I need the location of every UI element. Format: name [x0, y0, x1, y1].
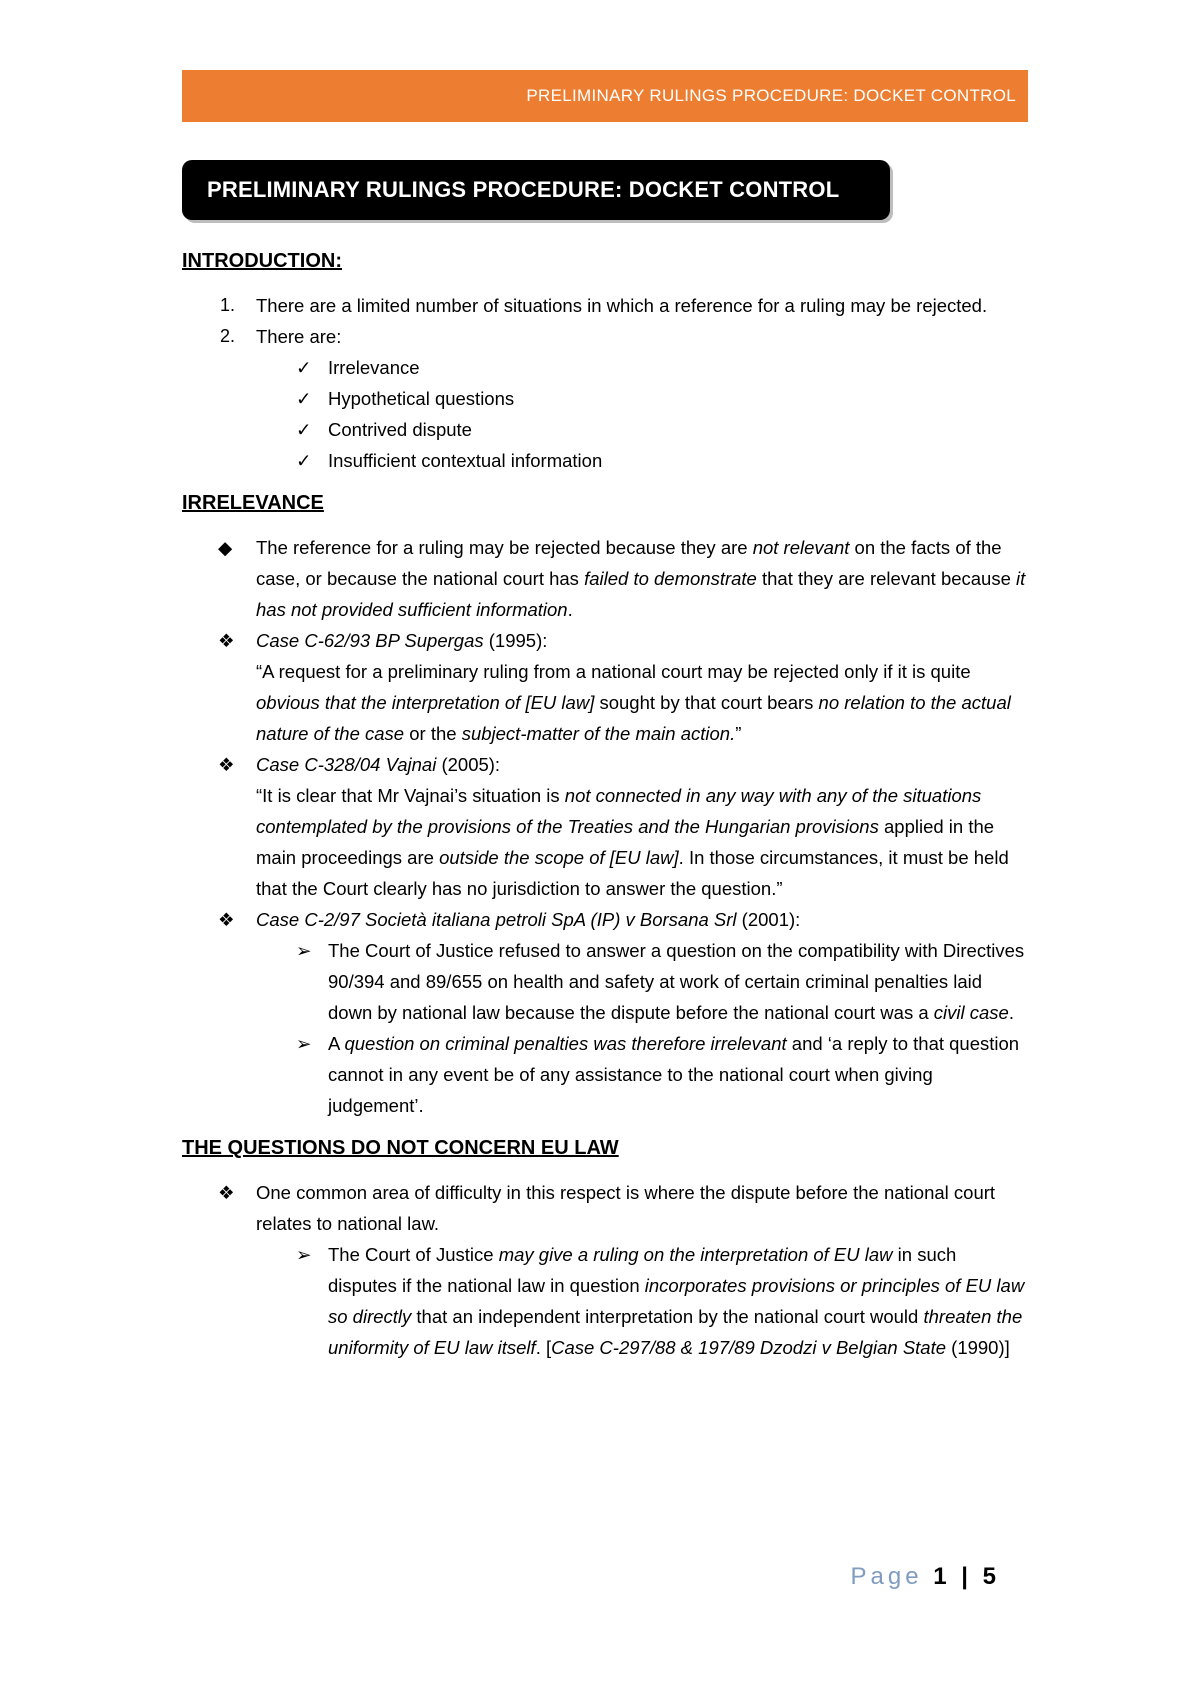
check-icon: ✓ [296, 450, 312, 471]
text-run: A [328, 1033, 345, 1054]
text-run: . [1008, 1002, 1014, 1023]
text-run: in such disputes if the national law in question [328, 1244, 957, 1296]
text-run: and ‘a reply to that question cannot in any event be of any assistance to the national court when giving judgement’. [328, 1033, 1020, 1116]
text-run: . [567, 599, 573, 620]
emphasis: not connected in any way with any of the situations contemplated by the provisions of the Treaties and the Hungarian provisions [256, 785, 982, 837]
document-body [182, 246, 1028, 1363]
case-bp-supergas [182, 625, 1028, 656]
arrow-bullet-icon: ➢ [296, 1033, 312, 1054]
header-bar [182, 70, 1028, 122]
case-name: Case C-297/88 & 197/89 Dzodzi v Belgian State [551, 1337, 947, 1358]
page-number: 1 [933, 1563, 951, 1590]
item-number: 1. [220, 295, 236, 315]
running-title: PRELIMINARY RULINGS PROCEDURE: DOCKET CONTROL [526, 86, 1016, 105]
emphasis: not relevant [752, 537, 850, 558]
text-run: One common area of difficulty in this respect is where the dispute before the national court relates to national law. [256, 1182, 996, 1234]
emphasis: failed to demonstrate [584, 568, 757, 589]
case-name: Case C-328/04 Vajnai [256, 754, 437, 775]
sub-point [182, 935, 1028, 1028]
emphasis: question on criminal penalties was therefore irrelevant [344, 1033, 787, 1054]
text-run: applied in the main proceedings are [256, 816, 995, 868]
clover-bullet-icon: ❖ [218, 754, 235, 775]
checklist-text: Irrelevance [328, 357, 420, 378]
check-icon: ✓ [296, 388, 312, 409]
page-footer [850, 1563, 1000, 1591]
case-year: (2001): [736, 909, 801, 930]
item-text: There are a limited number of situations in which a reference for a ruling may be rejected. [256, 295, 988, 316]
text-run: (1990)] [946, 1337, 1010, 1358]
checklist-item [182, 445, 1028, 476]
text-run: that an independent interpretation by the national court would [411, 1306, 924, 1327]
text-run: that they are relevant because [756, 568, 1017, 589]
arrow-bullet-icon: ➢ [296, 940, 312, 961]
text-run: The Court of Justice refused to answer a question on the compatibility with Directives 90/394 and 89/655 on health and safety at work of certain criminal penalties laid down by national law because the dispute before the national court was a [328, 940, 1025, 1023]
clover-bullet-icon: ❖ [218, 909, 235, 930]
case-year: (2005): [436, 754, 501, 775]
text-run: or the [404, 723, 462, 744]
page-total: 5 [982, 1563, 1000, 1590]
page-title: PRELIMINARY RULINGS PROCEDURE: DOCKET CONTROL [207, 177, 840, 202]
clover-bullet-icon: ❖ [218, 630, 235, 651]
emphasis: no relation to the actual nature of the case [256, 692, 1011, 744]
arrow-bullet-icon: ➢ [296, 1244, 312, 1265]
diamond-bullet-icon: ◆ [218, 537, 233, 558]
sub-point [182, 1028, 1028, 1121]
item-text: There are: [256, 326, 342, 347]
irrelevance-paragraph [182, 532, 1028, 625]
emphasis: incorporates provisions or principles of EU law so directly [328, 1275, 1025, 1327]
item-number: 2. [220, 326, 236, 346]
text-run: “A request for a preliminary ruling from a national court may be rejected only if it is quite [256, 661, 971, 682]
irrelevance-heading: IRRELEVANCE [182, 492, 324, 514]
emphasis: threaten the uniformity of EU law itself [328, 1306, 1023, 1358]
emphasis: outside the scope of [EU law] [439, 847, 679, 868]
case-name: Case C-62/93 BP Supergas [256, 630, 484, 651]
page-label: Page [850, 1563, 923, 1590]
text-run: “It is clear that Mr Vajnai’s situation is [256, 785, 565, 806]
case-vajnai [182, 749, 1028, 780]
text-run: The reference for a ruling may be rejected because they are [256, 537, 753, 558]
introduction-heading: INTRODUCTION: [182, 250, 342, 272]
checklist-text: Hypothetical questions [328, 388, 515, 409]
page-separator: | [961, 1563, 972, 1590]
emphasis: it has not provided sufficient information [256, 568, 1026, 620]
text-run: . In those circumstances, it must be held that the Court clearly has no jurisdiction to answer the question.” [256, 847, 1009, 899]
checklist-item [182, 383, 1028, 414]
clover-bullet-icon: ❖ [218, 1182, 235, 1203]
case-year: (1995): [483, 630, 548, 651]
eu-law-paragraph [182, 1177, 1028, 1239]
checklist-item [182, 352, 1028, 383]
case-quote [182, 656, 1028, 749]
case-name: Case C-2/97 Società italiana petroli SpA (IP) v Borsana Srl [256, 909, 737, 930]
check-icon: ✓ [296, 419, 312, 440]
numbered-item-2 [182, 321, 1028, 352]
text-run: ” [735, 723, 742, 744]
eu-law-heading: THE QUESTIONS DO NOT CONCERN EU LAW [182, 1137, 619, 1159]
text-run: The Court of Justice [328, 1244, 499, 1265]
emphasis: may give a ruling on the interpretation of EU law [498, 1244, 893, 1265]
case-ip-v-borsana [182, 904, 1028, 935]
emphasis: civil case [933, 1002, 1009, 1023]
checklist-text: Insufficient contextual information [328, 450, 603, 471]
numbered-item-1 [182, 290, 1028, 321]
emphasis: subject-matter of the main action. [461, 723, 736, 744]
text-run: on the facts of the case, or because the national court has [256, 537, 1002, 589]
case-quote [182, 780, 1028, 904]
check-icon: ✓ [296, 357, 312, 378]
checklist-text: Contrived dispute [328, 419, 472, 440]
checklist-item [182, 414, 1028, 445]
title-box [182, 160, 890, 220]
text-run: . [ [535, 1337, 552, 1358]
sub-point [182, 1239, 1028, 1363]
text-run: sought by that court bears [594, 692, 819, 713]
emphasis: obvious that the interpretation of [EU law] [256, 692, 595, 713]
